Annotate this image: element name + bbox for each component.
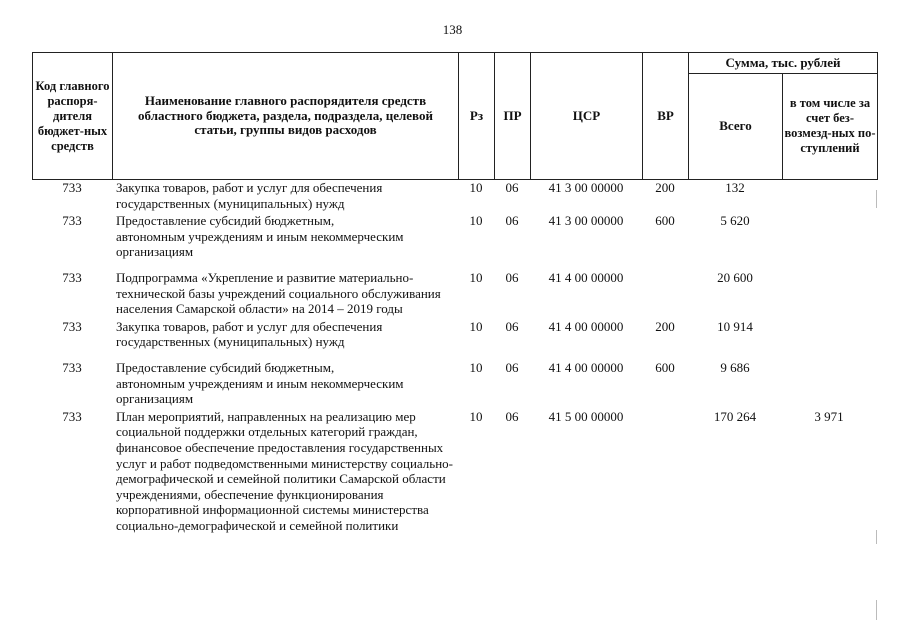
header-csr: ЦСР xyxy=(531,53,643,179)
cell-rz: 10 xyxy=(469,408,483,424)
cell-name: Закупка товаров, работ и услуг для обеспечения государственных (муниципальных) нужд xyxy=(116,318,383,350)
cell-csr: 41 4 00 00000 xyxy=(548,359,624,375)
table-row xyxy=(32,213,878,260)
cell-name: Подпрограмма «Укрепление и развитие материально-технической базы учреждений социального обслуживания населения Самарской области» на 2014 – 2019 годы xyxy=(116,269,441,317)
scan-mark xyxy=(876,600,877,620)
table-row xyxy=(32,319,878,350)
cell-total: 132 xyxy=(725,180,745,195)
cell-csr: 41 3 00 00000 xyxy=(548,180,624,195)
cell-csr: 41 4 00 00000 xyxy=(548,318,624,334)
cell-name: Закупка товаров, работ и услуг для обеспечения государственных (муниципальных) нужд xyxy=(116,180,383,211)
header-vr: ВР xyxy=(643,53,689,179)
table-row xyxy=(32,180,878,211)
cell-kod: 733 xyxy=(62,318,82,334)
cell-pr: 06 xyxy=(505,213,519,229)
cell-kod: 733 xyxy=(62,359,82,375)
cell-kod: 733 xyxy=(62,408,82,424)
cell-pr: 06 xyxy=(505,269,519,285)
page-number: 138 xyxy=(442,22,463,37)
cell-vr: 200 xyxy=(655,180,675,195)
cell-kod: 733 xyxy=(62,180,82,195)
cell-total: 170 264 xyxy=(713,408,757,424)
cell-pr: 06 xyxy=(505,408,519,424)
cell-pr: 06 xyxy=(505,180,519,195)
table-header xyxy=(32,52,878,180)
cell-rz: 10 xyxy=(469,269,483,285)
cell-kod: 733 xyxy=(62,213,82,229)
cell-vr: 200 xyxy=(655,318,675,334)
cell-free: 3 971 xyxy=(814,408,844,424)
table-row xyxy=(32,409,878,534)
cell-csr: 41 4 00 00000 xyxy=(548,269,624,285)
cell-rz: 10 xyxy=(469,180,483,195)
header-free: в том числе за счет без-возмезд-ных по-ступлений xyxy=(784,96,876,155)
cell-kod: 733 xyxy=(62,269,82,285)
table-row xyxy=(32,360,878,407)
cell-name: Предоставление субсидий бюджетным, автономным учреждениям и иным некоммерческим организациям xyxy=(116,359,404,407)
cell-pr: 06 xyxy=(505,318,519,334)
scan-mark xyxy=(876,530,877,544)
cell-csr: 41 5 00 00000 xyxy=(548,408,624,424)
table-body xyxy=(32,180,878,533)
cell-total: 5 620 xyxy=(720,213,750,229)
scan-mark xyxy=(876,190,877,208)
cell-vr: 600 xyxy=(655,359,675,375)
cell-total: 20 600 xyxy=(717,269,753,285)
header-total: Всего xyxy=(689,73,783,179)
cell-vr: 600 xyxy=(655,213,675,229)
header-rz: Рз xyxy=(459,53,495,179)
cell-name: Предоставление субсидий бюджетным, автономным учреждениям и иным некоммерческим организациям xyxy=(116,213,404,260)
header-sum: Сумма, тыс. рублей xyxy=(689,53,877,74)
table-row xyxy=(32,270,878,317)
cell-name: План мероприятий, направленных на реализацию мер социальной поддержки отдельных категорий граждан, финансовое обеспечение предоставления государственных услуг и работ подведомственными министерству социально-демографической и семейной политики Самарской области учреждениями, обеспечение функционирования корпоративной информационной системы министерства социально-демографической и семейной политики xyxy=(116,408,453,533)
cell-rz: 10 xyxy=(469,213,483,229)
cell-rz: 10 xyxy=(469,359,483,375)
header-pr: ПР xyxy=(495,53,531,179)
cell-csr: 41 3 00 00000 xyxy=(548,213,624,229)
cell-total: 10 914 xyxy=(717,318,753,334)
header-sum-group xyxy=(689,53,877,179)
cell-total: 9 686 xyxy=(720,359,750,375)
cell-pr: 06 xyxy=(505,359,519,375)
header-kod: Код главного распоря-дителя бюджет-ных средств xyxy=(33,53,113,179)
header-name: Наименование главного распорядителя средств областного бюджета, раздела, подраздела, целевой статьи, группы видов расходов xyxy=(113,53,459,179)
cell-rz: 10 xyxy=(469,318,483,334)
